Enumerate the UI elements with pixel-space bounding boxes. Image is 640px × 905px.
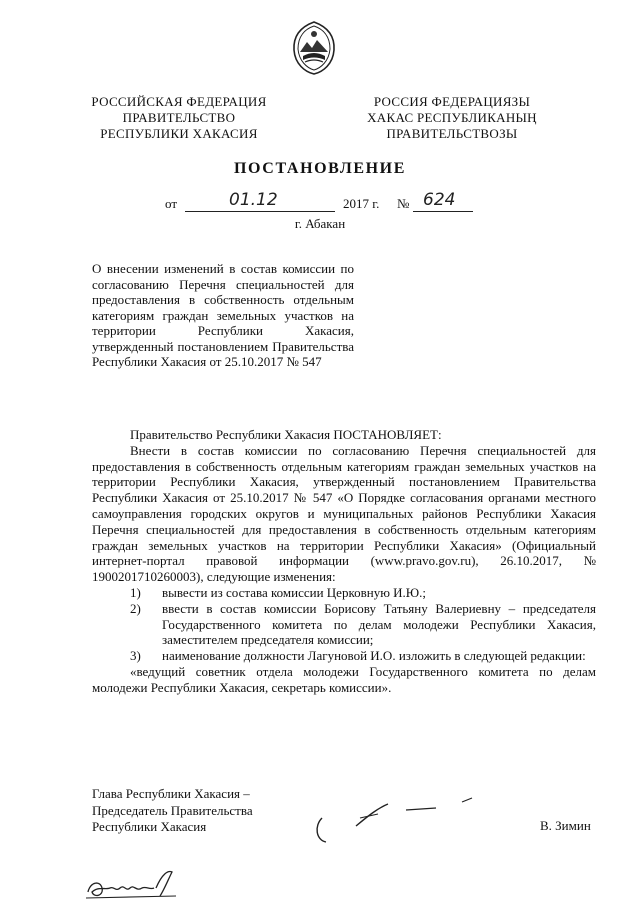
header-left-line: ПРАВИТЕЛЬСТВО bbox=[122, 110, 236, 125]
header-right-line: ПРАВИТЕЛЬСТВОЗЫ bbox=[386, 126, 518, 141]
quote-paragraph: «ведущий советник отдела молодежи Государственного комитета по делам молодежи Республики Хакасия, секретарь комиссии». bbox=[92, 663, 596, 695]
list-item-number: 1) bbox=[130, 584, 141, 600]
number-sign: № bbox=[397, 196, 410, 211]
intro-paragraph: Правительство Республики Хакасия ПОСТАНОВЛЯЕТ: bbox=[130, 427, 442, 442]
signatory-line: Республики Хакасия bbox=[92, 819, 207, 834]
header-left bbox=[84, 94, 274, 142]
header-right-line: ХАКАС РЕСПУБЛИКАНЫҢ bbox=[367, 110, 537, 125]
year-label: 2017 г. bbox=[343, 196, 380, 211]
number-underline bbox=[413, 211, 473, 212]
handwritten-number: 624 bbox=[423, 190, 456, 210]
header-left-line: РЕСПУБЛИКИ ХАКАСИЯ bbox=[100, 126, 258, 141]
date-underline bbox=[185, 211, 335, 212]
list-item-number: 3) bbox=[130, 648, 141, 664]
handwritten-date: 01.12 bbox=[229, 190, 278, 210]
date-line bbox=[165, 190, 485, 216]
signatory-name: В. Зимин bbox=[540, 818, 591, 833]
list-item-text: вывести из состава комиссии Церковную И.Ю.; bbox=[162, 584, 427, 600]
list-item-text: ввести в состав комиссии Борисову Татьяну Валериевну – председателя Государственного комитета по делам молодежи Республики Хакасия, заместителем председателя комиссии; bbox=[162, 600, 596, 648]
document-body bbox=[92, 427, 596, 696]
handwritten-signature bbox=[312, 796, 482, 846]
signatory-line: Председатель Правительства bbox=[92, 802, 253, 818]
main-paragraph: Внести в состав комиссии по согласованию Перечня специальностей для предоставления в собственность отдельным категориям граждан земельных участков на территории Республики Хакасия, утвержденный постановлением Правительства Республики Хакасия от 25.10.2017 № 547 «О Порядке согласования органами местного самоуправления городских округов и муниципальных районов Республики Хакасия Перечня специальностей для предоставления в собственность отдельным категориям граждан земельных участков на территории Республики Хакасия» (Официальный интернет-портал правовой информации (www.pravo.gov.ru), 26.10.2017, № 1900201710260003), следующие изменения: bbox=[92, 442, 596, 585]
header-right-line: РОССИЯ ФЕДЕРАЦИЯЗЫ bbox=[373, 94, 531, 109]
coat-of-arms-icon bbox=[291, 20, 337, 76]
list-item-number: 2) bbox=[130, 600, 141, 616]
signatory-position bbox=[92, 786, 253, 836]
date-prefix: от bbox=[165, 196, 178, 211]
city-label: г. Абакан bbox=[294, 216, 346, 231]
list-item bbox=[92, 601, 596, 648]
list-item bbox=[92, 585, 596, 601]
list-item-text: наименование должности Лагуновой И.О. изложить в следующей редакции: bbox=[162, 648, 586, 664]
list-item bbox=[92, 648, 596, 664]
signatory-line: Глава Республики Хакасия – bbox=[92, 786, 250, 801]
document-title: ПОСТАНОВЛЕНИЕ bbox=[234, 160, 406, 177]
header-left-line: РОССИЙСКАЯ ФЕДЕРАЦИЯ bbox=[91, 94, 267, 109]
header-right bbox=[352, 94, 552, 142]
document-subject: О внесении изменений в состав комиссии по согласованию Перечня специальностей для предоставления в собственность отдельным категориям граждан земельных участков на территории Республики Хакасия, утвержденный постановлением Правительства Республики Хакасия от 25.10.2017 № 547 bbox=[92, 261, 354, 369]
visa-signature bbox=[84, 866, 184, 902]
